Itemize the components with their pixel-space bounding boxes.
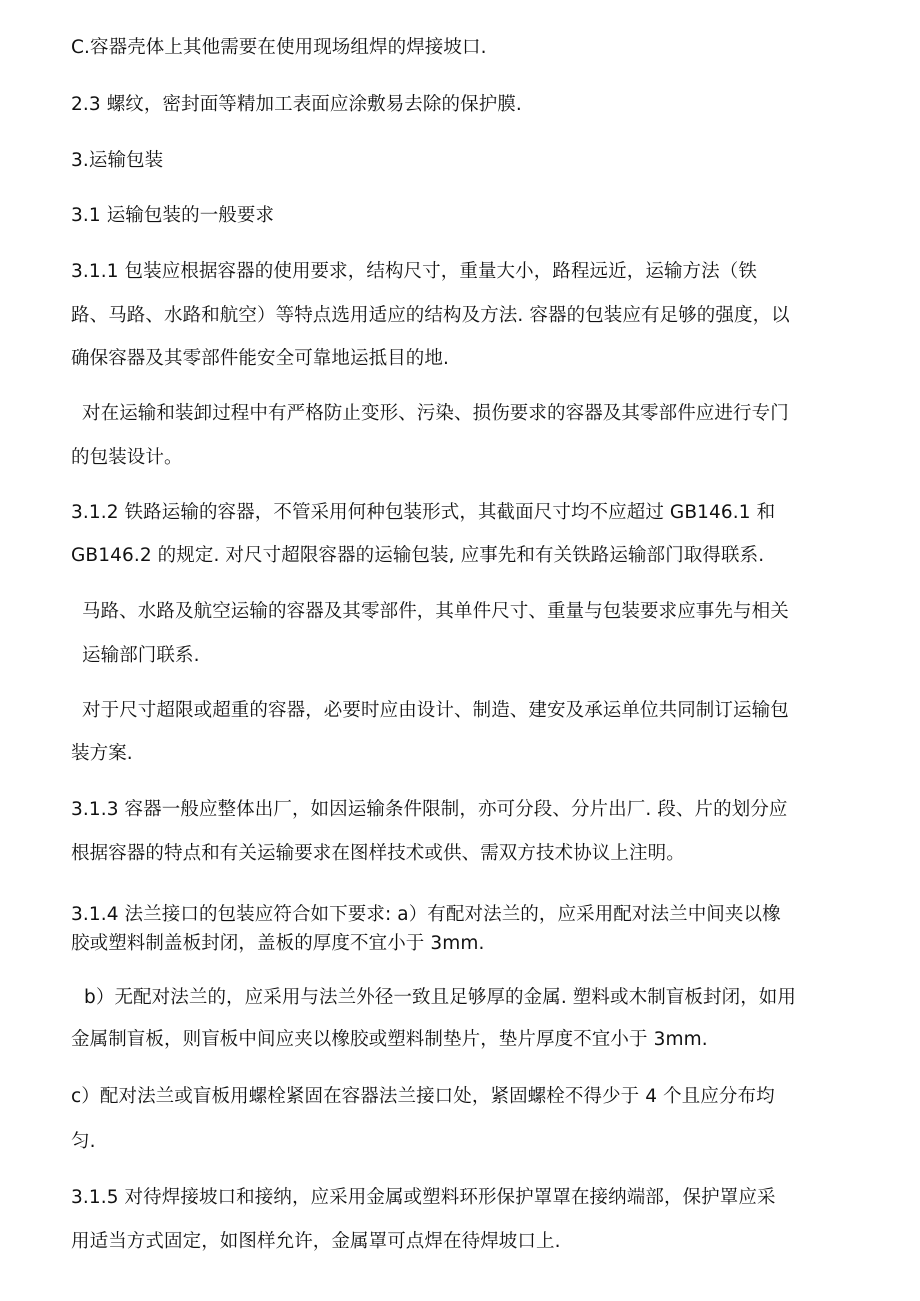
text-line: b）无配对法兰的，应采用与法兰外径一致且足够厚的金属. 塑料或木制盲板封闭，如用 [84,987,797,1008]
text-line: 匀. [71,1131,96,1152]
text-line: 用适当方式固定，如图样允许，金属罩可点焊在待焊坡口上. [71,1231,561,1252]
text-line: 3.1.3 容器一般应整体出厂，如因运输条件限制，亦可分段、分片出厂. 段、片的划分应 [71,799,788,820]
text-line: c）配对法兰或盲板用螺栓紧固在容器法兰接口处，紧固螺栓不得少于 4 个且应分布均 [71,1086,775,1107]
text-line: C.容器壳体上其他需要在使用现场组焊的焊接坡口. [71,37,487,58]
text-line: 路、马路、水路和航空）等特点选用适应的结构及方法. 容器的包装应有足够的强度，以 [71,305,790,326]
text-line: 胶或塑料制盖板封闭，盖板的厚度不宜小于 3mm. [71,933,485,954]
text-line: 运输部门联系. [82,645,200,666]
text-line: 3.1.1 包装应根据容器的使用要求，结构尺寸，重量大小，路程远近，运输方法（铁 [71,261,757,282]
subsection-heading: 3.1 运输包装的一般要求 [71,205,275,226]
text-line: 对于尺寸超限或超重的容器，必要时应由设计、制造、建安及承运单位共同制订运输包 [82,700,789,721]
text-line: 3.1.5 对待焊接坡口和接纳，应采用金属或塑料环形保护罩罩在接纳端部，保护罩应采 [71,1187,776,1208]
text-line: 对在运输和装卸过程中有严格防止变形、污染、损伤要求的容器及其零部件应进行专门 [82,403,789,424]
text-line: GB146.2 的规定. 对尺寸超限容器的运输包装, 应事先和有关铁路运输部门取得联系. [71,545,765,566]
text-line: 装方案. [71,743,133,764]
text-line: 根据容器的特点和有关运输要求在图样技术或供、需双方技术协议上注明。 [71,843,685,864]
section-heading: 3.运输包装 [71,150,164,171]
text-line: 金属制盲板，则盲板中间应夹以橡胶或塑料制垫片，垫片厚度不宜小于 3mm. [71,1029,708,1050]
text-line: 2.3 螺纹，密封面等精加工表面应涂敷易去除的保护膜. [71,94,522,115]
text-line: 3.1.4 法兰接口的包装应符合如下要求: a）有配对法兰的，应采用配对法兰中间夹以橡 [71,904,781,925]
text-line: 确保容器及其零部件能安全可靠地运抵目的地. [71,348,449,369]
text-line: 马路、水路及航空运输的容器及其零部件，其单件尺寸、重量与包装要求应事先与相关 [82,601,789,622]
text-line: 3.1.2 铁路运输的容器，不管采用何种包装形式，其截面尺寸均不应超过 GB146.1 和 [71,502,776,523]
text-line: 的包装设计。 [71,447,183,468]
